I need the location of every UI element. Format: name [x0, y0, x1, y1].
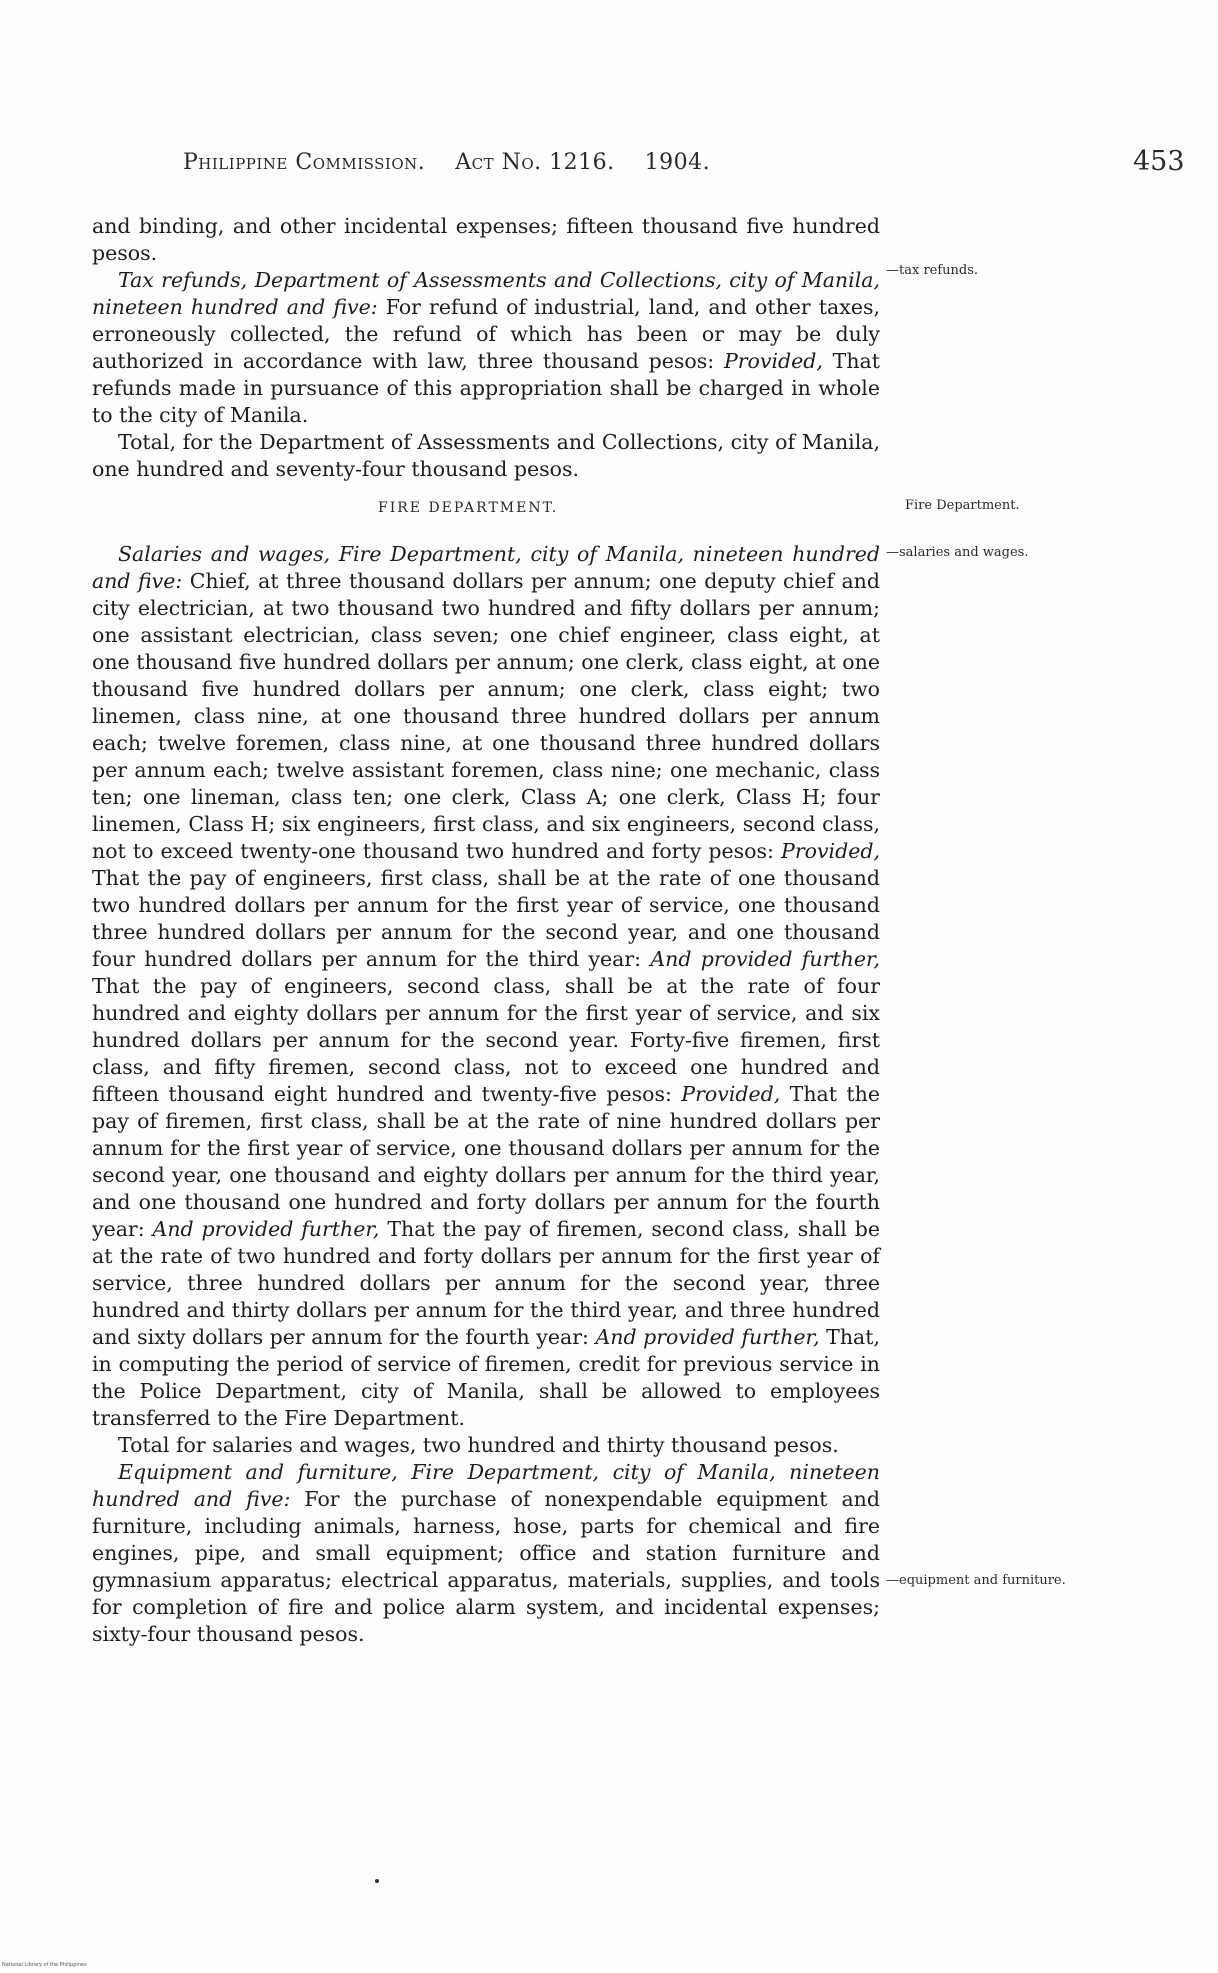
paragraph-continuation: and binding, and other incidental expenses; fifteen thousand five hundred pesos.	[92, 214, 880, 265]
header-year: 1904.	[644, 150, 711, 175]
text-block-tax	[92, 213, 880, 483]
paragraph-tax-refunds	[92, 267, 880, 429]
equipment-text: For the purchase of nonexpendable equipment and furniture, including animals, harness, hose, parts for chemical and fire engines, pipe, and small equipment; office and station furniture and gymnasium apparatus; electrical apparatus, materials, supplies, and tools for completion of fire and police alarm system, and incidental expenses; sixty-four thousand pesos.	[92, 1487, 880, 1646]
ink-dot	[375, 1879, 379, 1883]
equipment-title: Equipment and furniture, Fire Department, city of Manila, nineteen hundred and five:	[92, 1460, 880, 1511]
margin-note-salaries: —salaries and wages.	[886, 545, 1029, 560]
salaries-text-c: That the pay of engineers, second class, shall be at the rate of four hundred and eighty dollars per annum for the first year of service, and six hundred dollars per annum for the second year. Forty-five firemen, first class, and fifty firemen, second class, not to exceed one hundred and fifteen thousand eight hundred and twenty-five pesos:	[92, 974, 880, 1106]
salaries-text-f: That, in computing the period of service of firemen, credit for previous service in the Police Department, city of Manila, shall be allowed to employees transferred to the Fire Department.	[92, 1325, 880, 1430]
salaries-text-d: That the pay of firemen, first class, shall be at the rate of nine hundred dollars per annum for the first year of service, one thousand dollars per annum for the second year, one thousand and eighty dollars per annum for the third year, and one thousand one hundred and forty dollars per annum for the fourth year:	[92, 1082, 880, 1241]
tax-refunds-title: Tax refunds, Department of Assessments and Collections, city of Manila, nineteen hundred and five:	[92, 268, 880, 319]
salaries-title: Salaries and wages, Fire Department, city of Manila, nineteen hundred and five:	[92, 542, 880, 593]
header-commission: Philippine Commission.	[183, 150, 426, 175]
margin-note-tax-refunds: —tax refunds.	[886, 263, 979, 278]
tax-refunds-provided: Provided,	[723, 349, 823, 373]
salaries-provided-1: Provided,	[781, 839, 880, 863]
margin-note-equipment: —equipment and furniture.	[886, 1573, 1066, 1588]
salaries-text-a: Chief, at three thousand dollars per annum; one deputy chief and city electrician, at two thousand two hundred and fifty dollars per annum; one assistant electrician, class seven; one chief engineer, class eight, at one thousand five hundred dollars per annum; one clerk, class eight, at one thousand five hundred dollars per annum; one clerk, class eight; two linemen, class nine, at one thousand three hundred dollars per annum each; twelve foremen, class nine, at one thousand three hundred dollars per annum each; twelve assistant foremen, class nine; one mechanic, class ten; one lineman, class ten; one clerk, Class A; one clerk, Class H; four linemen, Class H; six engineers, first class, and six engineers, second class, not to exceed twenty-one thousand two hundred and forty pesos:	[92, 569, 880, 863]
salaries-provided-3: Provided,	[681, 1082, 781, 1106]
page-number: 453	[1133, 146, 1185, 177]
paragraph-total-salaries: Total for salaries and wages, two hundred and thirty thousand pesos.	[118, 1433, 839, 1457]
salaries-text-b: That the pay of engineers, first class, shall be at the rate of one thousand two hundred dollars per annum for the first year of service, one thousand three hundred dollars per annum for the second year, and one thousand four hundred dollars per annum for the third year:	[92, 866, 880, 971]
salaries-provided-4: And provided further,	[152, 1217, 380, 1241]
paragraph-total-assessments: Total, for the Department of Assessments and Collections, city of Manila, one hundred and seventy-four thousand pesos.	[92, 430, 880, 481]
section-heading-fire-department: FIRE DEPARTMENT.	[378, 500, 559, 516]
tax-refunds-text-b: That refunds made in pursuance of this appropriation shall be charged in whole to the city of Manila.	[92, 349, 880, 427]
salaries-text-e: That the pay of firemen, second class, shall be at the rate of two hundred and forty dollars per annum for the first year of service, three hundred dollars per annum for the second year, three hundred and thirty dollars per annum for the third year, and three hundred and sixty dollars per annum for the fourth year:	[92, 1217, 880, 1349]
tax-refunds-text-a: For refund of industrial, land, and other taxes, erroneously collected, the refund of which has been or may be duly authorized in accordance with law, three thousand pesos:	[92, 295, 880, 373]
running-header	[183, 150, 783, 175]
header-act: Act No. 1216.	[455, 150, 615, 175]
paragraph-salaries	[92, 541, 880, 1432]
salaries-provided-5: And provided further,	[595, 1325, 820, 1349]
paragraph-equipment	[92, 1459, 880, 1648]
text-block-fire	[92, 541, 880, 1648]
margin-note-fire-department: Fire Department.	[905, 498, 1020, 513]
salaries-provided-2: And provided further,	[650, 947, 881, 971]
footer-library: National Library of the Philippines	[2, 1962, 87, 1968]
